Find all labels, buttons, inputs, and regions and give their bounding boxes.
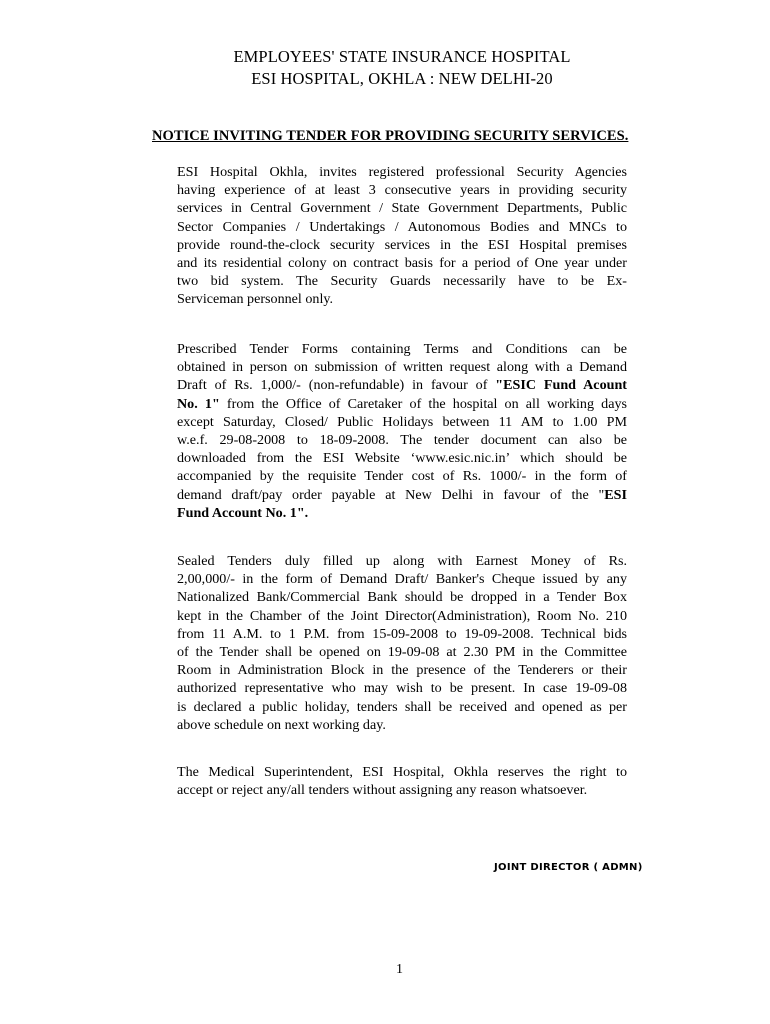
text-line: downloaded from the ESI Website ‘www.esic.nic.in’ which should be (177, 450, 627, 467)
fund-account-number-2: Fund Account No. 1". (177, 504, 309, 521)
signatory-designation: JOINT DIRECTOR ( ADMN) (494, 862, 643, 873)
text-line: is declared a public holiday, tenders shall be received and opened as per (177, 698, 627, 715)
paragraph-invitation (177, 163, 627, 309)
paragraph-reservation (177, 763, 627, 799)
page-number: 1 (396, 962, 403, 977)
text-line: obtained in person on submission of written request along with a Demand (177, 359, 627, 376)
text-line: Prescribed Tender Forms containing Terms and Conditions can be (177, 341, 627, 357)
text-line: accompanied by the requisite Tender cost of Rs. 1000/- in the form of (177, 468, 627, 485)
text-line: authorized representative who may wish to be present. In case 19-09-08 (177, 680, 627, 697)
notice-title: NOTICE INVITING TENDER FOR PROVIDING SECURITY SERVICES. (152, 128, 629, 144)
text-line: having experience of at least 3 consecutive years in providing security (177, 182, 627, 199)
text-line (177, 486, 627, 504)
text-line: services in Central Government / State Government Departments, Public (177, 200, 627, 217)
text-line: above schedule on next working day. (177, 716, 386, 733)
document-header (0, 46, 770, 90)
text-line: Sector Companies / Undertakings / Autonomous Bodies and MNCs to (177, 218, 627, 235)
fund-account-name-2: ESI (604, 486, 627, 503)
text-run: demand draft/pay order payable at New Delhi in favour of the " (177, 486, 605, 503)
text-line: of the Tender shall be opened on 19-09-08 at 2.30 PM in the Committee (177, 644, 627, 661)
fund-account-name: "ESIC Fund Acount (495, 377, 627, 394)
text-line (177, 504, 627, 522)
fund-account-number: No. 1" (177, 395, 220, 412)
text-run: from the Office of Caretaker of the hospital on all working days (219, 395, 627, 412)
text-line: Serviceman personnel only. (177, 291, 334, 308)
text-line: Room in Administration Block in the presence of the Tenderers or their (177, 662, 627, 679)
text-line: w.e.f. 29-08-2008 to 18-09-2008. The tender document can also be (177, 432, 627, 449)
text-line: Nationalized Bank/Commercial Bank should be dropped in a Tender Box (177, 589, 627, 606)
text-run: Draft of Rs. 1,000/- (non-refundable) in favour of (177, 377, 496, 394)
text-line: provide round-the-clock security services in the ESI Hospital premises (177, 236, 627, 253)
paragraph-sealed-tenders (177, 552, 627, 734)
text-line: from 11 A.M. to 1 P.M. from 15-09-2008 to 19-09-2008. Technical bids (177, 625, 627, 642)
text-line: The Medical Superintendent, ESI Hospital, Okhla reserves the right to (177, 764, 627, 780)
text-line: two bid system. The Security Guards necessarily have to be Ex- (177, 273, 627, 290)
paragraph-tender-forms (177, 340, 627, 522)
text-line: ESI Hospital Okhla, invites registered professional Security Agencies (177, 164, 627, 180)
text-line (177, 395, 627, 413)
text-line: kept in the Chamber of the Joint Director(Administration), Room No. 210 (177, 607, 627, 624)
text-line: and its residential colony on contract basis for a period of One year under (177, 255, 627, 272)
text-line: accept or reject any/all tenders without assigning any reason whatsoever. (177, 782, 588, 799)
text-line: 2,00,000/- in the form of Demand Draft/ Banker's Cheque issued by any (177, 571, 627, 588)
text-line (177, 376, 627, 394)
text-line: Sealed Tenders duly filled up along with Earnest Money of Rs. (177, 553, 627, 569)
header-hospital-name: EMPLOYEES' STATE INSURANCE HOSPITAL (233, 47, 571, 66)
header-hospital-address: ESI HOSPITAL, OKHLA : NEW DELHI-20 (251, 69, 553, 88)
text-line: except Saturday, Closed/ Public Holidays between 11 AM to 1.00 PM (177, 413, 627, 430)
